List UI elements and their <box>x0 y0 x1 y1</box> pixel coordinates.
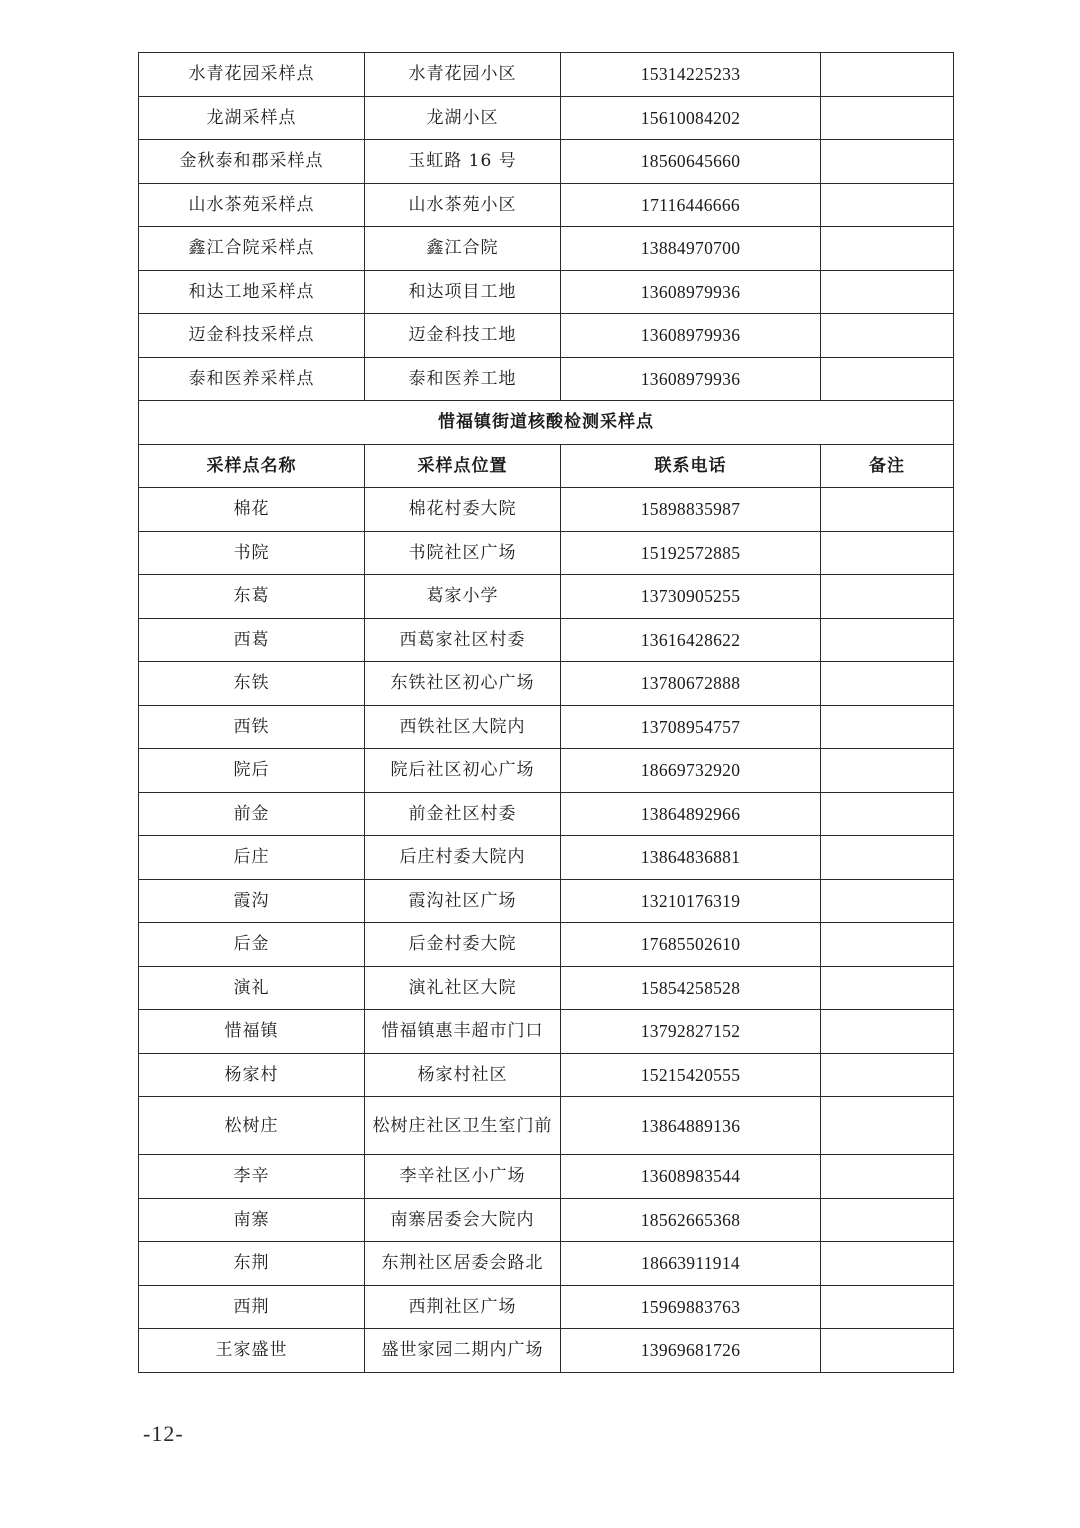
cell-remark <box>821 488 954 532</box>
cell-name: 东葛 <box>139 575 365 619</box>
cell-name: 院后 <box>139 749 365 793</box>
cell-name: 松树庄 <box>139 1097 365 1155</box>
cell-name: 泰和医养采样点 <box>139 357 365 401</box>
header-phone: 联系电话 <box>561 444 821 488</box>
cell-remark <box>821 1010 954 1054</box>
upper-table-body <box>139 53 954 401</box>
cell-name: 书院 <box>139 531 365 575</box>
cell-location: 西葛家社区村委 <box>365 618 561 662</box>
cell-phone: 13864892966 <box>561 792 821 836</box>
cell-remark <box>821 705 954 749</box>
table-row <box>139 1242 954 1286</box>
cell-remark <box>821 227 954 271</box>
header-location: 采样点位置 <box>365 444 561 488</box>
cell-location: 棉花村委大院 <box>365 488 561 532</box>
table-row <box>139 314 954 358</box>
cell-name: 惜福镇 <box>139 1010 365 1054</box>
cell-phone: 13969681726 <box>561 1329 821 1373</box>
cell-remark <box>821 618 954 662</box>
table-row <box>139 53 954 97</box>
cell-name: 前金 <box>139 792 365 836</box>
table-row <box>139 140 954 184</box>
cell-phone: 13616428622 <box>561 618 821 662</box>
cell-location: 盛世家园二期内广场 <box>365 1329 561 1373</box>
cell-location: 水青花园小区 <box>365 53 561 97</box>
cell-location: 松树庄社区卫生室门前 <box>365 1097 561 1155</box>
cell-remark <box>821 140 954 184</box>
cell-location: 南寨居委会大院内 <box>365 1198 561 1242</box>
section-title: 惜福镇街道核酸检测采样点 <box>139 401 954 445</box>
table-row <box>139 662 954 706</box>
table-row <box>139 531 954 575</box>
cell-phone: 15192572885 <box>561 531 821 575</box>
cell-remark <box>821 1155 954 1199</box>
cell-name: 山水茶苑采样点 <box>139 183 365 227</box>
cell-location: 前金社区村委 <box>365 792 561 836</box>
table-row <box>139 575 954 619</box>
cell-remark <box>821 749 954 793</box>
cell-location: 后金村委大院 <box>365 923 561 967</box>
cell-name: 后金 <box>139 923 365 967</box>
cell-phone: 13608979936 <box>561 314 821 358</box>
cell-location: 后庄村委大院内 <box>365 836 561 880</box>
cell-phone: 15854258528 <box>561 966 821 1010</box>
table-row <box>139 1198 954 1242</box>
cell-name: 西葛 <box>139 618 365 662</box>
cell-remark <box>821 96 954 140</box>
cell-remark <box>821 183 954 227</box>
table-row <box>139 966 954 1010</box>
table-row <box>139 923 954 967</box>
cell-location: 龙湖小区 <box>365 96 561 140</box>
cell-remark <box>821 1242 954 1286</box>
cell-location: 东铁社区初心广场 <box>365 662 561 706</box>
cell-remark <box>821 357 954 401</box>
cell-phone: 18560645660 <box>561 140 821 184</box>
table-row <box>139 792 954 836</box>
cell-location: 和达项目工地 <box>365 270 561 314</box>
header-name: 采样点名称 <box>139 444 365 488</box>
cell-phone: 17685502610 <box>561 923 821 967</box>
cell-location: 惜福镇惠丰超市门口 <box>365 1010 561 1054</box>
cell-remark <box>821 1198 954 1242</box>
cell-name: 棉花 <box>139 488 365 532</box>
cell-phone: 13864836881 <box>561 836 821 880</box>
cell-phone: 13708954757 <box>561 705 821 749</box>
cell-remark <box>821 270 954 314</box>
cell-name: 西铁 <box>139 705 365 749</box>
cell-name: 后庄 <box>139 836 365 880</box>
cell-location: 西荆社区广场 <box>365 1285 561 1329</box>
cell-name: 龙湖采样点 <box>139 96 365 140</box>
header-remark: 备注 <box>821 444 954 488</box>
cell-phone: 13884970700 <box>561 227 821 271</box>
cell-remark <box>821 1285 954 1329</box>
cell-name: 迈金科技采样点 <box>139 314 365 358</box>
cell-remark <box>821 1053 954 1097</box>
cell-phone: 18669732920 <box>561 749 821 793</box>
cell-remark <box>821 575 954 619</box>
cell-phone: 15215420555 <box>561 1053 821 1097</box>
table-row <box>139 836 954 880</box>
cell-phone: 13864889136 <box>561 1097 821 1155</box>
cell-name: 杨家村 <box>139 1053 365 1097</box>
cell-phone: 13210176319 <box>561 879 821 923</box>
cell-name: 水青花园采样点 <box>139 53 365 97</box>
table-row <box>139 183 954 227</box>
page-number: -12- <box>143 1421 184 1446</box>
cell-phone: 17116446666 <box>561 183 821 227</box>
table-row <box>139 488 954 532</box>
cell-name: 东铁 <box>139 662 365 706</box>
cell-phone: 15610084202 <box>561 96 821 140</box>
cell-remark <box>821 1329 954 1373</box>
cell-remark <box>821 531 954 575</box>
cell-phone: 13608983544 <box>561 1155 821 1199</box>
cell-location: 院后社区初心广场 <box>365 749 561 793</box>
table-row <box>139 1053 954 1097</box>
cell-name: 演礼 <box>139 966 365 1010</box>
column-header-row <box>139 444 954 488</box>
cell-remark <box>821 792 954 836</box>
table-row <box>139 879 954 923</box>
cell-phone: 15898835987 <box>561 488 821 532</box>
cell-remark <box>821 923 954 967</box>
table-row <box>139 1010 954 1054</box>
cell-name: 鑫江合院采样点 <box>139 227 365 271</box>
table-row <box>139 705 954 749</box>
cell-remark <box>821 662 954 706</box>
cell-location: 西铁社区大院内 <box>365 705 561 749</box>
table-row <box>139 618 954 662</box>
cell-location: 迈金科技工地 <box>365 314 561 358</box>
cell-name: 金秋泰和郡采样点 <box>139 140 365 184</box>
cell-location: 泰和医养工地 <box>365 357 561 401</box>
lower-table-body <box>139 488 954 1373</box>
cell-location: 杨家村社区 <box>365 1053 561 1097</box>
sampling-points-table <box>138 52 954 1373</box>
table-row <box>139 270 954 314</box>
cell-name: 霞沟 <box>139 879 365 923</box>
cell-phone: 13780672888 <box>561 662 821 706</box>
cell-phone: 15314225233 <box>561 53 821 97</box>
cell-name: 南寨 <box>139 1198 365 1242</box>
cell-location: 东荆社区居委会路北 <box>365 1242 561 1286</box>
table-row <box>139 227 954 271</box>
cell-location: 鑫江合院 <box>365 227 561 271</box>
cell-location: 演礼社区大院 <box>365 966 561 1010</box>
cell-remark <box>821 53 954 97</box>
table-row <box>139 1155 954 1199</box>
cell-location: 山水茶苑小区 <box>365 183 561 227</box>
cell-location: 书院社区广场 <box>365 531 561 575</box>
cell-location: 葛家小学 <box>365 575 561 619</box>
table-row <box>139 1097 954 1155</box>
cell-phone: 18663911914 <box>561 1242 821 1286</box>
cell-location: 李辛社区小广场 <box>365 1155 561 1199</box>
cell-name: 西荆 <box>139 1285 365 1329</box>
section-block <box>139 401 954 488</box>
cell-remark <box>821 314 954 358</box>
cell-remark <box>821 1097 954 1155</box>
table-row <box>139 749 954 793</box>
table-row <box>139 96 954 140</box>
cell-phone: 15969883763 <box>561 1285 821 1329</box>
cell-name: 王家盛世 <box>139 1329 365 1373</box>
cell-phone: 18562665368 <box>561 1198 821 1242</box>
table-row <box>139 357 954 401</box>
cell-location: 霞沟社区广场 <box>365 879 561 923</box>
cell-phone: 13792827152 <box>561 1010 821 1054</box>
cell-name: 李辛 <box>139 1155 365 1199</box>
cell-name: 东荆 <box>139 1242 365 1286</box>
section-title-row <box>139 401 954 445</box>
cell-name: 和达工地采样点 <box>139 270 365 314</box>
cell-location: 玉虹路 16 号 <box>365 140 561 184</box>
cell-remark <box>821 836 954 880</box>
cell-remark <box>821 966 954 1010</box>
cell-remark <box>821 879 954 923</box>
cell-phone: 13730905255 <box>561 575 821 619</box>
cell-phone: 13608979936 <box>561 357 821 401</box>
table-row <box>139 1285 954 1329</box>
table-row <box>139 1329 954 1373</box>
cell-phone: 13608979936 <box>561 270 821 314</box>
